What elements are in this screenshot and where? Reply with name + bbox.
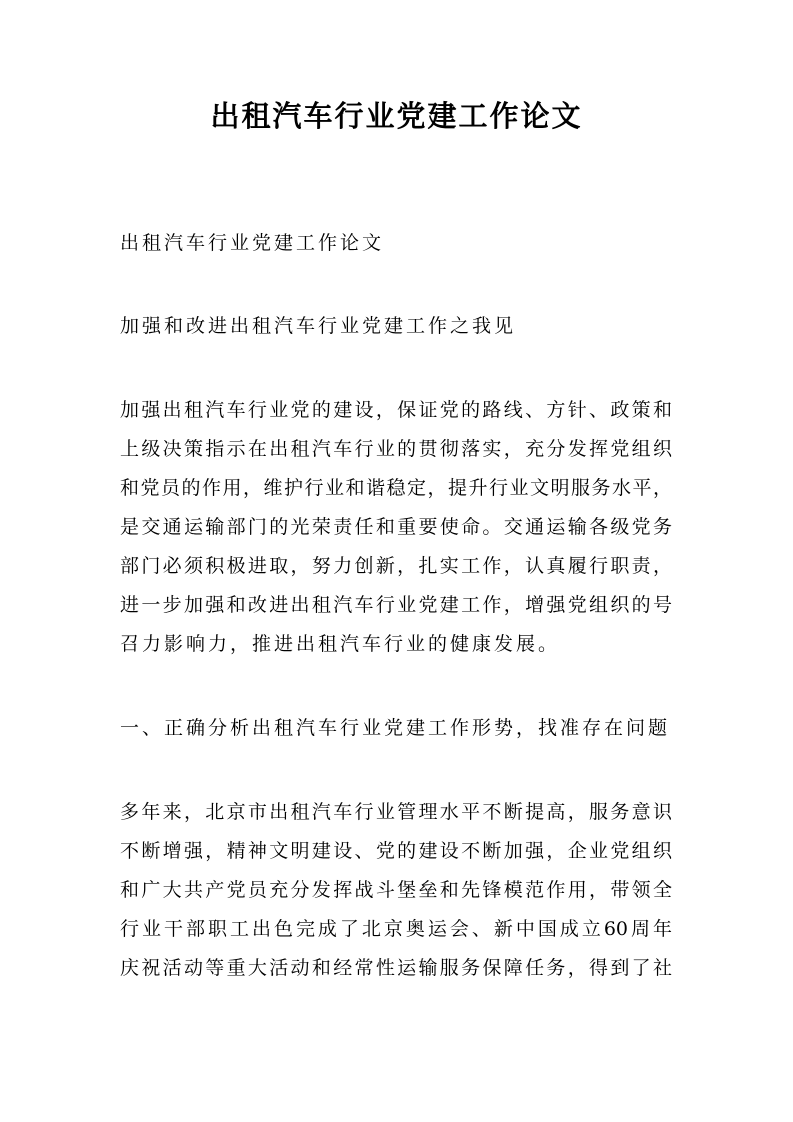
paragraph-line: 多年来，北京市出租汽车行业管理水平不断提高，服务意识 — [120, 801, 672, 823]
document-title: 出租汽车行业党建工作论文 — [210, 99, 583, 133]
section-heading: 加强和改进出租汽车行业党建工作之我见 — [120, 315, 517, 337]
paragraph-line: 加强出租汽车行业党的建设，保证党的路线、方针、政策和 — [120, 399, 672, 421]
paragraph-line: 进一步加强和改进出租汽车行业党建工作，增强党组织的号 — [120, 594, 672, 616]
section-one-heading: 一、正确分析出租汽车行业党建工作形势，找准存在问题 — [120, 717, 671, 739]
paragraph-line: 行业干部职工出色完成了北京奥运会、新中国成立60周年 — [120, 918, 672, 940]
paragraph-line: 上级决策指示在出租汽车行业的贯彻落实，充分发挥党组织 — [120, 438, 672, 460]
paragraph-line: 部门必须积极进取，努力创新，扎实工作，认真履行职责， — [120, 555, 672, 577]
paragraph-line: 和广大共产党员充分发挥战斗堡垒和先锋模范作用，带领全 — [120, 879, 672, 901]
paragraph-line: 和党员的作用，维护行业和谐稳定，提升行业文明服务水平， — [120, 477, 672, 499]
paragraph-line: 是交通运输部门的光荣责任和重要使命。交通运输各级党务 — [120, 516, 672, 538]
document-subtitle: 出租汽车行业党建工作论文 — [120, 232, 385, 254]
paragraph-line: 不断增强，精神文明建设、党的建设不断加强，企业党组织 — [120, 840, 672, 862]
paragraph-line: 召力影响力，推进出租汽车行业的健康发展。 — [120, 633, 561, 655]
paragraph-line: 庆祝活动等重大活动和经常性运输服务保障任务，得到了社 — [120, 957, 672, 979]
